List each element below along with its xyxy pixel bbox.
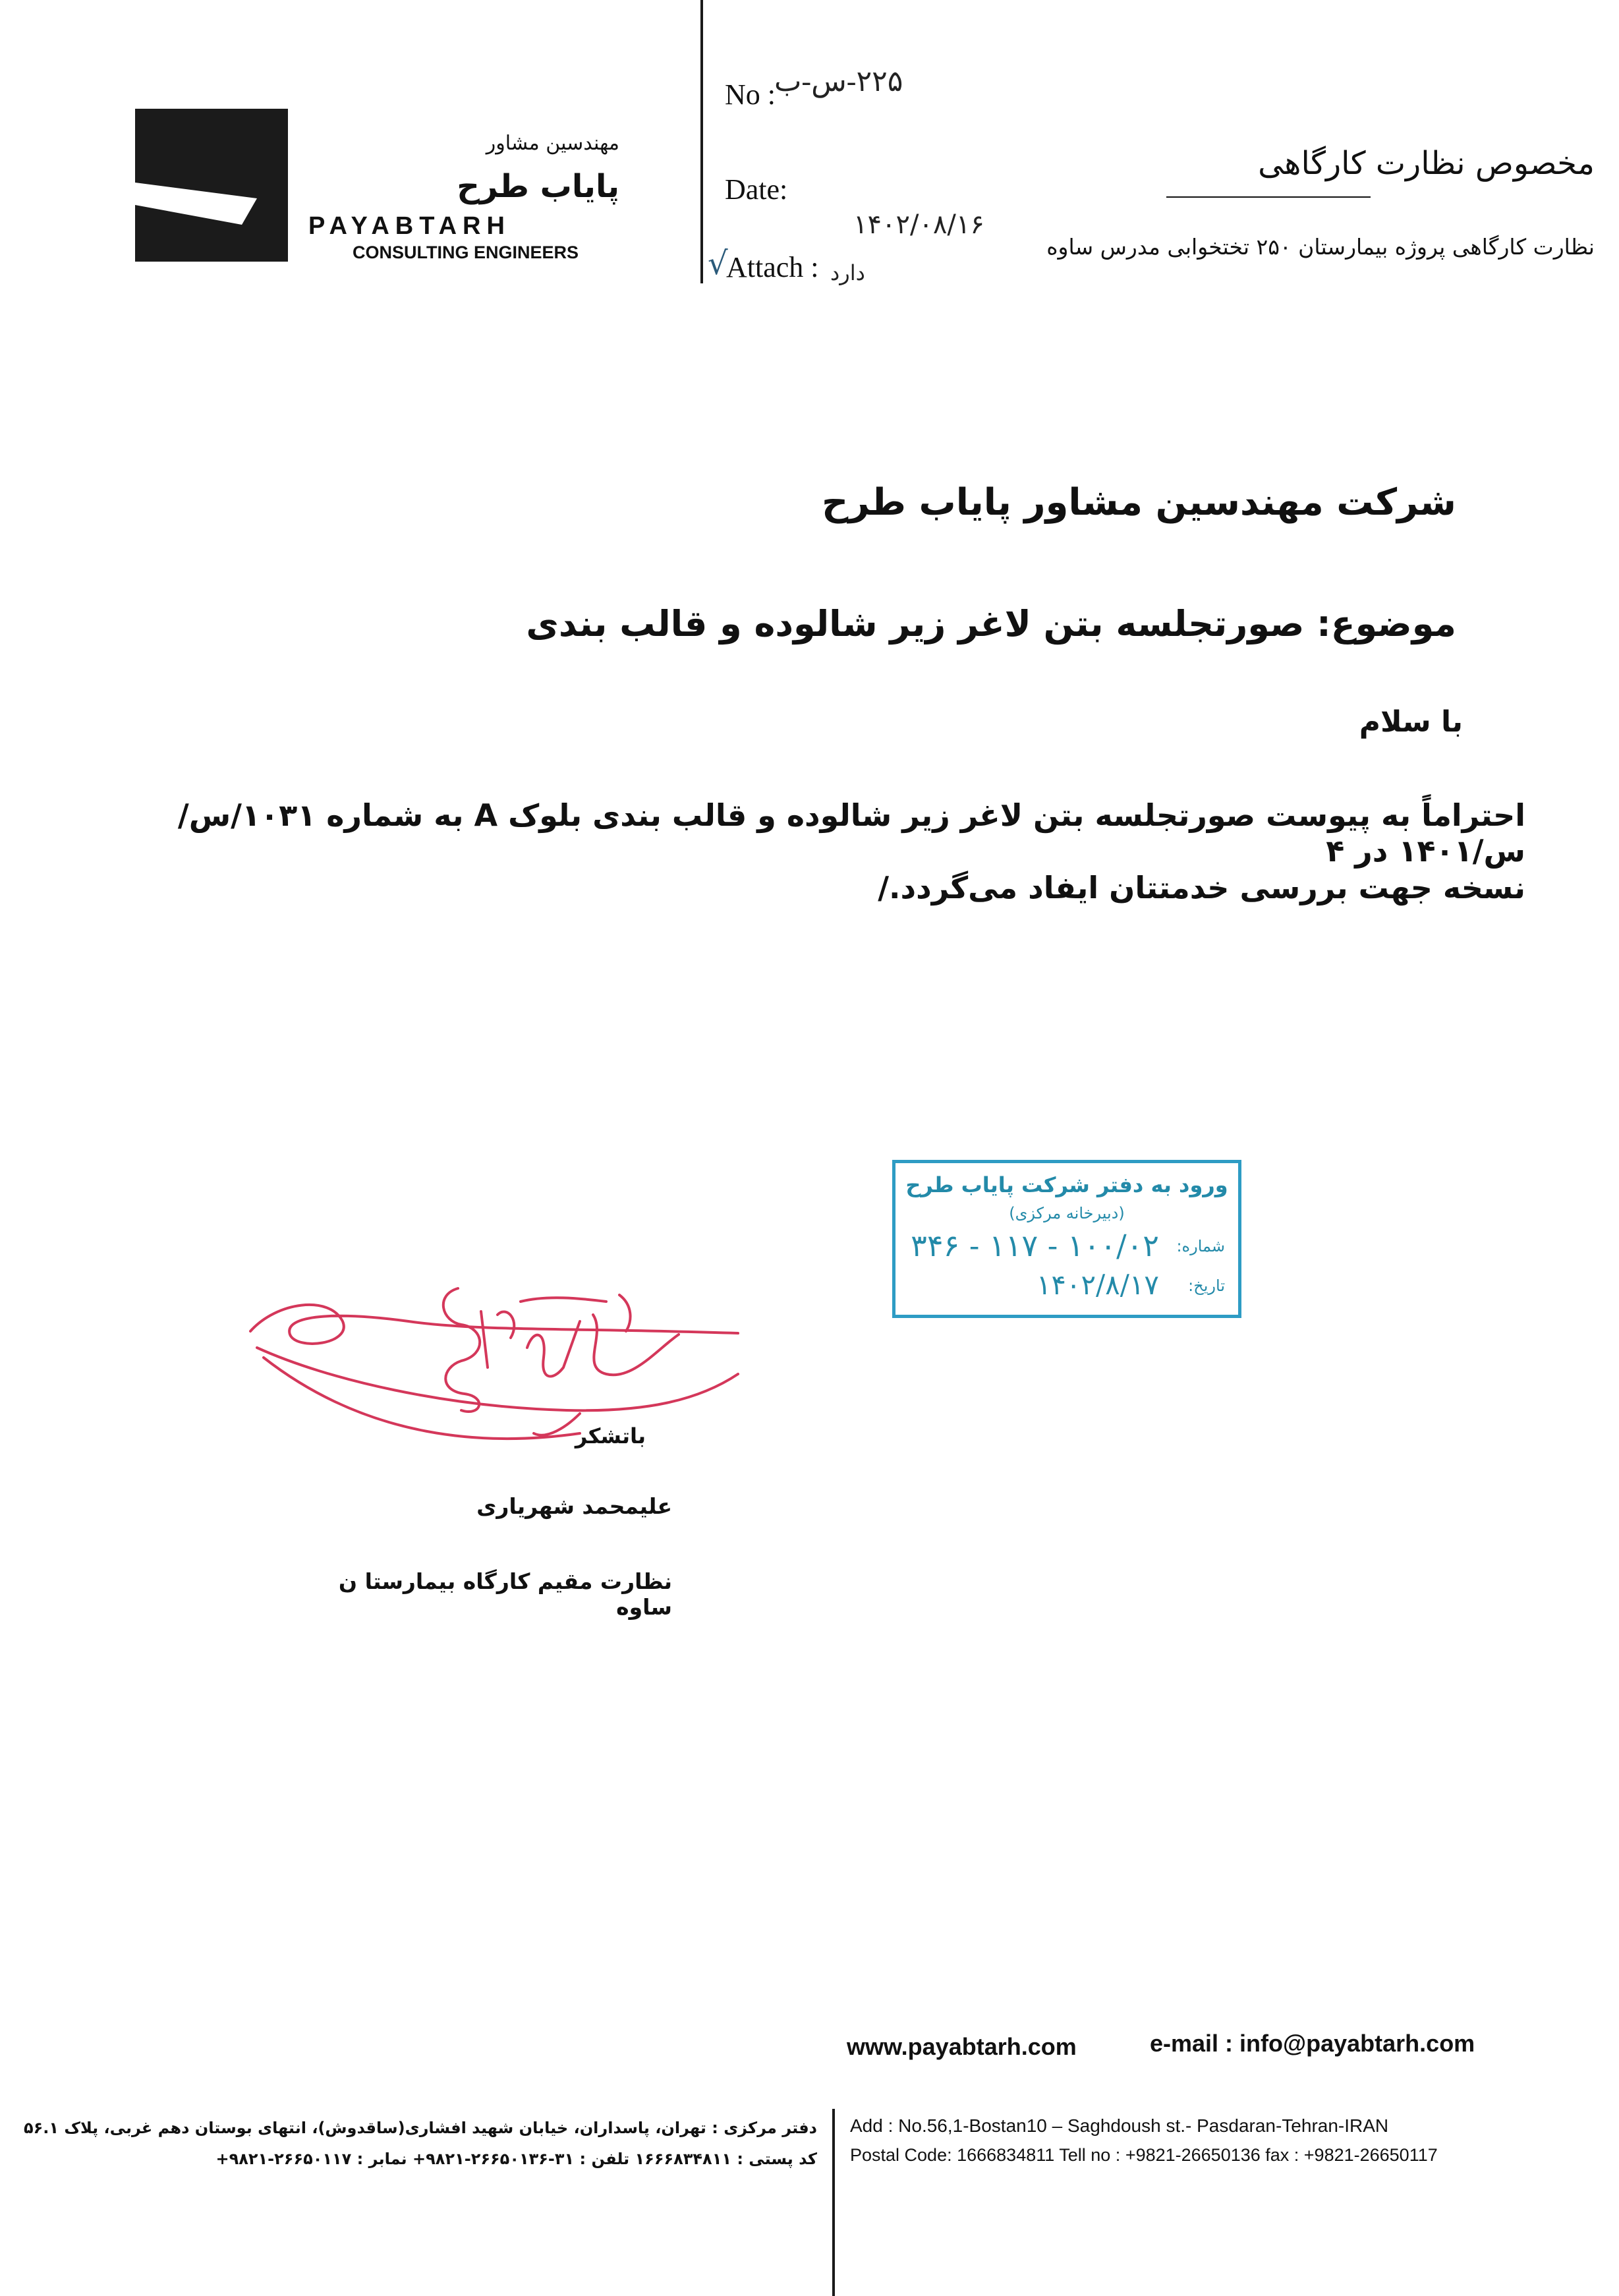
footer-contact-fa: کد پستی : ۱۶۶۶۸۳۴۸۱۱ تلفن : ۳۱-۲۶۶۵۰۱۳۶-۹۸۲۱+ نمابر : ۲۶۶۵۰۱۱۷-۹۸۲۱+ bbox=[215, 2150, 817, 2168]
brand-name-fa-small: مهندسین مشاور bbox=[486, 132, 619, 155]
company-logo bbox=[135, 109, 288, 262]
body-paragraph-line-1: احتراماً به پیوست صورتجلسه بتن لاغر زیر شالوده و قالب بندی بلوک A به شماره ۱۰۳۱/س/س/۱۴۰۱ در ۴ bbox=[177, 797, 1525, 869]
date-label: Date: bbox=[725, 173, 788, 206]
brand-tagline: CONSULTING ENGINEERS bbox=[353, 243, 579, 262]
attach-label: Attach : bbox=[726, 251, 819, 283]
attach-value: دارد bbox=[830, 260, 865, 285]
brand-name-fa: پایاب طرح bbox=[457, 168, 619, 205]
footer-website: www.payabtarh.com bbox=[847, 2033, 1077, 2060]
footer-address-en: Add : No.56,1-Bostan10 – Saghdoush st.- Pasdaran-Tehran-IRAN bbox=[850, 2115, 1389, 2136]
stamp-title: ورود به دفتر شرکت پایاب طرح bbox=[905, 1172, 1228, 1197]
header-divider bbox=[700, 0, 703, 283]
date-value: ۱۴۰۲/۰۸/۱۶ bbox=[853, 210, 984, 240]
stamp-date-value: ۱۴۰۲/۸/۱۷ bbox=[1036, 1269, 1159, 1301]
brand-name-en: PAYABTARH bbox=[308, 212, 511, 240]
confidential-label: مخصوص نظارت کارگاهی bbox=[1258, 145, 1595, 182]
footer-email: e-mail : info@payabtarh.com bbox=[1150, 2030, 1475, 2057]
signer-role: نظارت مقیم کارگاه بیمارستا ن ساوه bbox=[338, 1568, 672, 1620]
stamp-number-value: ۳۴۶ - ۱۱۷ - ۱۰۰/۰۲ bbox=[911, 1228, 1159, 1263]
closing-thanks: باتشکر bbox=[575, 1423, 646, 1449]
footer-address-fa: دفتر مرکزی : تهران، پاسداران، خیابان شهید افشاری(ساقدوش)، انتهای بوستان دهم غربی، پلاک ۵۶.۱ bbox=[23, 2119, 817, 2137]
letter-number-value: ۲۲۵-س-ب bbox=[774, 65, 903, 98]
handwritten-underline bbox=[1166, 196, 1371, 198]
footer-contact-en: Postal Code: 1666834811 Tell no : +9821-26650136 fax : +9821-26650117 bbox=[850, 2145, 1438, 2165]
received-stamp bbox=[892, 1160, 1241, 1318]
check-mark-icon: √ bbox=[708, 245, 728, 282]
letter-number-label: No : bbox=[725, 78, 776, 111]
handwritten-signature bbox=[237, 1275, 764, 1466]
footer-divider bbox=[832, 2109, 835, 2296]
recipient-title: شرکت مهندسین مشاور پایاب طرح bbox=[822, 481, 1456, 524]
letter-subject: موضوع: صورتجلسه بتن لاغر زیر شالوده و قالب بندی bbox=[526, 603, 1456, 645]
body-paragraph-line-2: نسخه جهت بررسی خدمتتان ایفاد می‌گردد./ bbox=[878, 870, 1525, 905]
signer-name: علیمحمد شهریاری bbox=[476, 1493, 672, 1519]
project-title: نظارت کارگاهی پروژه بیمارستان ۲۵۰ تختخوابی مدرس ساوه bbox=[1046, 234, 1595, 260]
stamp-number-label: شماره: bbox=[1176, 1237, 1225, 1255]
stamp-subtitle: (دبیرخانه مرکزی) bbox=[1009, 1204, 1125, 1222]
stamp-date-label: تاریخ: bbox=[1188, 1277, 1225, 1295]
greeting: با سلام bbox=[1359, 705, 1463, 739]
